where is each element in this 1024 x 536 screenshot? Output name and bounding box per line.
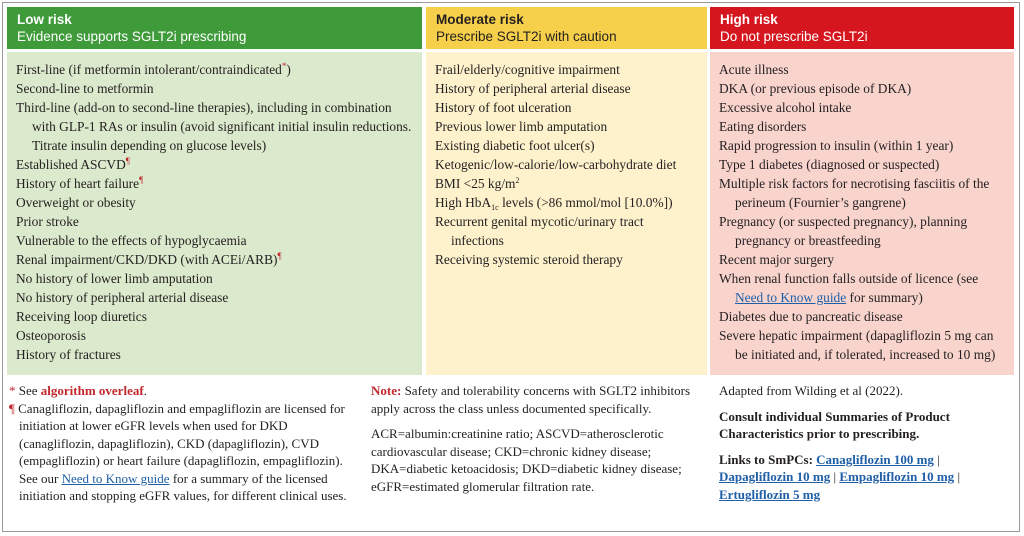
list-item: Established ASCVD¶ — [16, 156, 130, 172]
list-item: Acute illness — [719, 62, 789, 77]
high-risk-title: High risk — [720, 12, 778, 27]
list-item: History of peripheral arterial disease — [435, 81, 631, 96]
list-item: Second-line to metformin — [16, 81, 154, 96]
notes-abbreviations — [371, 382, 701, 495]
list-item: Receiving loop diuretics — [16, 309, 147, 324]
high-risk-subtitle: Do not prescribe SGLT2i — [720, 29, 868, 44]
list-item: Frail/elderly/cognitive impairment — [435, 62, 620, 77]
low-risk-title: Low risk — [17, 12, 72, 27]
list-item: BMI <25 $kg/m^2$ — [435, 176, 520, 191]
list-item: DKA (or previous episode of DKA) — [719, 81, 912, 96]
abbreviations: ACR=albumin:creatinine ratio; ASCVD=atherosclerotic cardiovascular disease; CKD=chronic kidney disease; DKA=diabetic ketoacidosis; DKD=diabetic kidney disease; eGFR=estimated glomerular filtration rate. — [371, 426, 682, 494]
consult-smpc: Consult individual Summaries of Product Characteristics prior to prescribing. — [719, 408, 950, 441]
need-to-know-link[interactable]: Need to Know guide — [735, 290, 847, 305]
list-item: Severe hepatic impairment (dapagliflozin 5 mg can be initiated and, if tolerated, increased to 10 mg) — [719, 328, 996, 362]
list-item: Rapid progression to insulin (within 1 year) — [719, 138, 954, 153]
canagliflozin-link[interactable]: Canagliflozin 100 mg — [816, 451, 934, 467]
list-item: Pregnancy (or suspected pregnancy), planning pregnancy or breastfeeding — [719, 214, 968, 248]
list-item: Overweight or obesity — [16, 195, 136, 210]
list-item: Previous lower limb amputation — [435, 119, 608, 134]
list-item: History of foot ulceration — [435, 100, 572, 115]
list-item: History of heart failure¶ — [16, 175, 144, 191]
low-risk-header — [7, 7, 422, 49]
footnote-algorithm: * See algorithm overleaf. — [9, 383, 147, 398]
sglt2i-risk-table — [2, 2, 1020, 532]
moderate-risk-header — [426, 7, 707, 49]
list-item: History of fractures — [16, 347, 121, 362]
list-item: Diabetes due to pancreatic disease — [719, 309, 903, 324]
low-risk-subtitle: Evidence supports SGLT2i prescribing — [17, 29, 247, 44]
references-links — [719, 382, 1015, 503]
list-item: When renal function falls outside of licence (see Need to Know guide for summary) — [719, 271, 979, 305]
safety-note: Note: Safety and tolerability concerns with SGLT2 inhibitors apply across the class unless documented specifically. — [371, 383, 691, 416]
ertugliflozin-link[interactable]: Ertugliflozin 5 mg — [719, 486, 821, 502]
list-item: Excessive alcohol intake — [719, 100, 852, 115]
list-item: Recent major surgery — [719, 252, 835, 267]
list-item: Vulnerable to the effects of hypoglycaemia — [16, 233, 247, 248]
high-risk-list — [710, 52, 1014, 375]
smpc-links: Links to SmPCs: Canagliflozin 100 mg | Dapagliflozin 10 mg | Empagliflozin 10 mg | Ertugliflozin 5 mg — [719, 451, 961, 502]
list-item: No history of lower limb amputation — [16, 271, 213, 286]
footnote-licensing: ¶ Canagliflozin, dapagliflozin and empagliflozin are licensed for initiation at lower eGFR levels when used for DKD (canagliflozin, dapagliflozin), CKD (dapagliflozin), CVD (empagliflozin) or heart failure (dapagliflozin, empagliflozin). See our Need to Know guide for a summary of the licensed initiation and stopping eGFR values, for different clinical uses. — [9, 400, 347, 503]
dapagliflozin-link[interactable]: Dapagliflozin 10 mg — [719, 469, 831, 484]
list-item: Eating disorders — [719, 119, 807, 134]
low-risk-list — [7, 52, 422, 375]
list-item: Existing diabetic foot ulcer(s) — [435, 138, 595, 153]
moderate-risk-subtitle: Prescribe SGLT2i with caution — [436, 29, 617, 44]
list-item: Type 1 diabetes (diagnosed or suspected) — [719, 157, 940, 172]
list-item: High HbA$_{1c}$ levels (>86 mmol/mol [10.0%]) — [435, 195, 673, 212]
list-item: Multiple risk factors for necrotising fasciitis of the perineum (Fournier’s gangrene) — [719, 176, 990, 210]
moderate-risk-list — [426, 52, 707, 375]
moderate-risk-title: Moderate risk — [436, 12, 524, 27]
list-item: Osteoporosis — [16, 328, 86, 343]
algorithm-overleaf-link[interactable]: algorithm overleaf — [40, 383, 144, 398]
list-item: No history of peripheral arterial disease — [16, 290, 229, 305]
list-item: Receiving systemic steroid therapy — [435, 252, 623, 267]
list-item: Renal impairment/CKD/DKD (with ACEi/ARB)¶ — [16, 251, 282, 267]
list-item: Recurrent genital mycotic/urinary tract infections — [435, 214, 644, 248]
adapted-from: Adapted from Wilding et al (2022). — [719, 383, 904, 398]
need-to-know-guide-link[interactable]: Need to Know guide — [61, 470, 170, 486]
empagliflozin-link[interactable]: Empagliflozin 10 mg — [839, 469, 955, 484]
list-item: Ketogenic/low-calorie/low-carbohydrate diet — [435, 157, 677, 172]
high-risk-header — [710, 7, 1014, 49]
footnotes — [9, 382, 349, 505]
list-item: Prior stroke — [16, 214, 79, 229]
list-item: First-line (if metformin intolerant/contraindicated*) — [16, 61, 291, 77]
list-item: Third-line (add-on to second-line therapies), including in combination with GLP-1 RAs or insulin (avoid significant initial insulin reductions. Titrate insulin depending on glucose levels) — [16, 100, 412, 153]
